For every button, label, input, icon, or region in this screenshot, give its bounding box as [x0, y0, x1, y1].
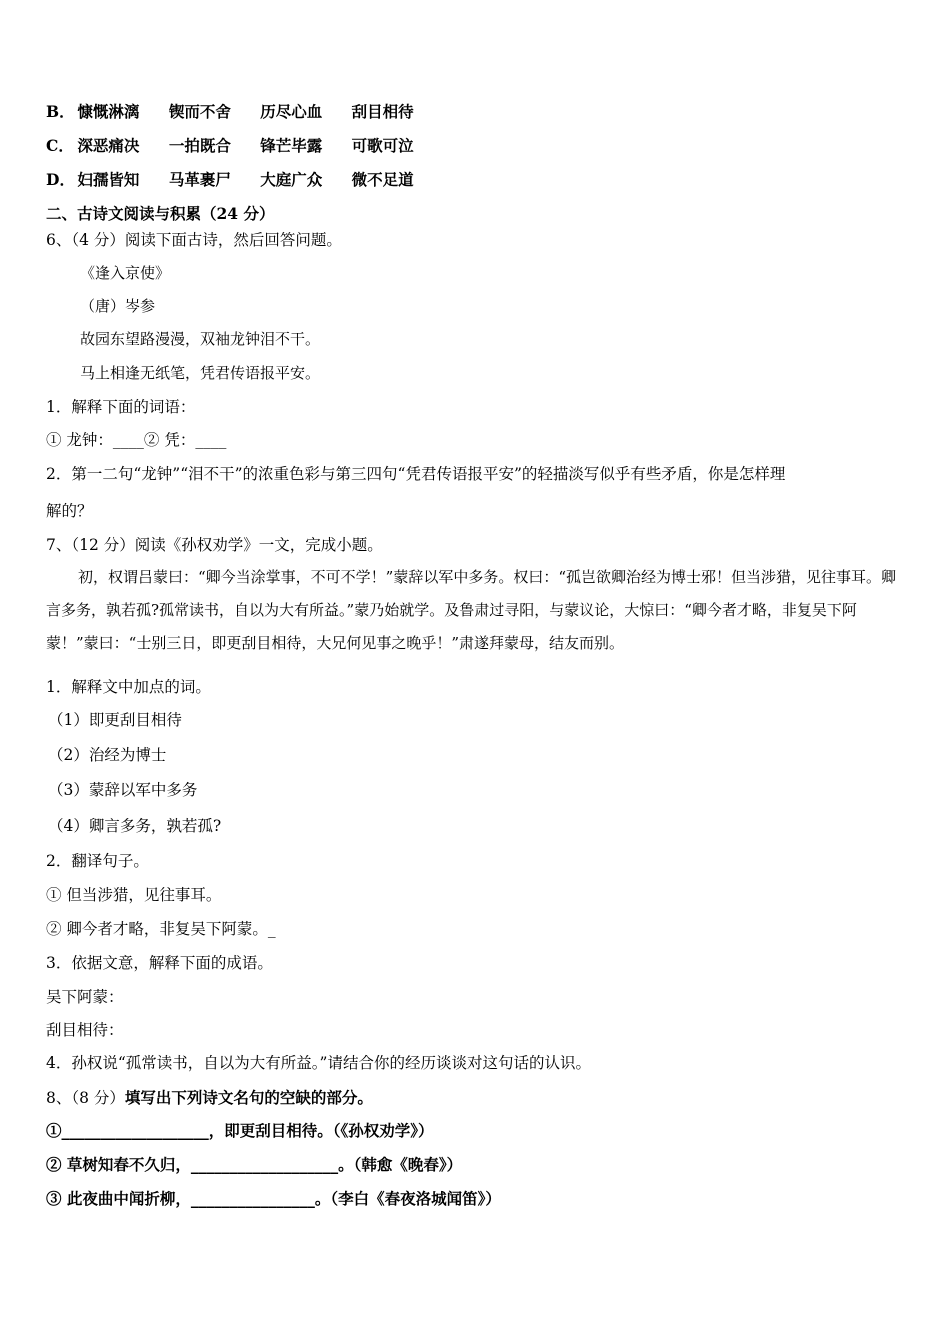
option-word: 锲而不舍	[168, 102, 231, 121]
q8-item: ② 草树知春不久归，___________________。（韩愈《晚春》）	[46, 1155, 463, 1174]
option-word: 妇孺皆知	[77, 170, 140, 189]
option-word: 深恶痛决	[77, 136, 140, 155]
q7-sub4: 4．孙权说“孤常读书，自以为大有所益。”请结合你的经历谈谈对这句话的认识。	[46, 1054, 591, 1072]
q7-sub1-item: （4）卿言多务，孰若孤?	[48, 817, 222, 835]
poem-title: 《逢入京使》	[80, 264, 171, 282]
q7-sub3-item: 吴下阿蒙：	[46, 988, 124, 1006]
section-title: 二、古诗文阅读与积累（24 分）	[46, 204, 275, 223]
option-word: 马革裹尸	[168, 170, 231, 189]
q8-stem	[46, 1087, 373, 1109]
option-letter: B．	[46, 102, 75, 121]
poem-line: 马上相逢无纸笔，凭君传语报平安。	[80, 364, 321, 382]
option-word: 微不足道	[351, 170, 414, 189]
option-d	[46, 169, 438, 191]
option-word: 历尽心血	[260, 102, 323, 121]
q8-stem-instruction: 填写出下列诗文名句的空缺的部分。	[124, 1088, 373, 1107]
option-c	[46, 135, 438, 157]
q6-stem: 6、（4 分）阅读下面古诗，然后回答问题。	[46, 231, 342, 249]
option-word: 刮目相待	[351, 102, 414, 121]
q7-stem: 7、（12 分）阅读《孙权劝学》一文，完成小题。	[46, 536, 383, 554]
q8-item: ③ 此夜曲中闻折柳，________________。（李白《春夜洛城闻笛》）	[46, 1189, 501, 1208]
option-word: 可歌可泣	[351, 136, 414, 155]
option-word: 大庭广众	[260, 170, 323, 189]
q7-passage: 初，权谓吕蒙曰：“卿今当涂掌事，不可不学！”蒙辞以军中多务。权曰：“孤岂欲卿治经为博士邪！但当涉猎，见往事耳。卿言多务，孰若孤?孤常读书，自以为大有所益。”蒙乃始就学。及鲁肃过寻阳，与蒙议论，大惊曰：“卿今者才略，非复吴下阿蒙！”蒙曰：“士别三日，即更刮目相待，大兄何见事之晚乎！”肃遂拜蒙母，结友而别。	[46, 568, 897, 652]
q7-sub3-item: 刮目相待：	[46, 1021, 124, 1039]
q7-sub1-item: （3）蒙辞以军中多务	[48, 781, 198, 799]
option-b	[46, 101, 438, 123]
option-word: 一拍既合	[168, 136, 231, 155]
option-word: 慷慨淋漓	[77, 102, 140, 121]
poem-line: 故园东望路漫漫，双袖龙钟泪不干。	[80, 330, 321, 348]
q7-sub2-item: ② 卿今者才略，非复吴下阿蒙。_	[46, 920, 276, 938]
q7-sub2: 2．翻译句子。	[46, 852, 149, 870]
q6-sub2: 2．第一二句“龙钟”“泪不干”的浓重色彩与第三四句“凭君传语报平安”的轻描淡写似乎有些矛盾，你是怎样理	[46, 465, 786, 483]
option-word: 锋芒毕露	[260, 136, 323, 155]
q7-sub1-item: （1）即更刮目相待	[48, 711, 182, 729]
q8-item: ①___________________，即更刮目相待。（《孙权劝学》）	[46, 1121, 434, 1140]
q8-stem-prefix: 8、（8 分）	[46, 1089, 125, 1107]
q6-sub1: 1．解释下面的词语：	[46, 398, 196, 416]
q6-sub2-cont: 解的？	[46, 502, 93, 520]
q7-sub1-item: （2）治经为博士	[48, 746, 167, 764]
option-letter: D．	[46, 170, 75, 189]
q7-sub3: 3．依据文意，解释下面的成语。	[46, 954, 273, 972]
poem-author: （唐）岑参	[80, 297, 156, 315]
option-letter: C．	[46, 136, 74, 155]
q6-sub1-items: ① 龙钟：____② 凭：____	[46, 431, 227, 449]
q7-sub1: 1．解释文中加点的词。	[46, 678, 211, 696]
q7-sub2-item: ① 但当涉猎，见往事耳。	[46, 886, 222, 904]
